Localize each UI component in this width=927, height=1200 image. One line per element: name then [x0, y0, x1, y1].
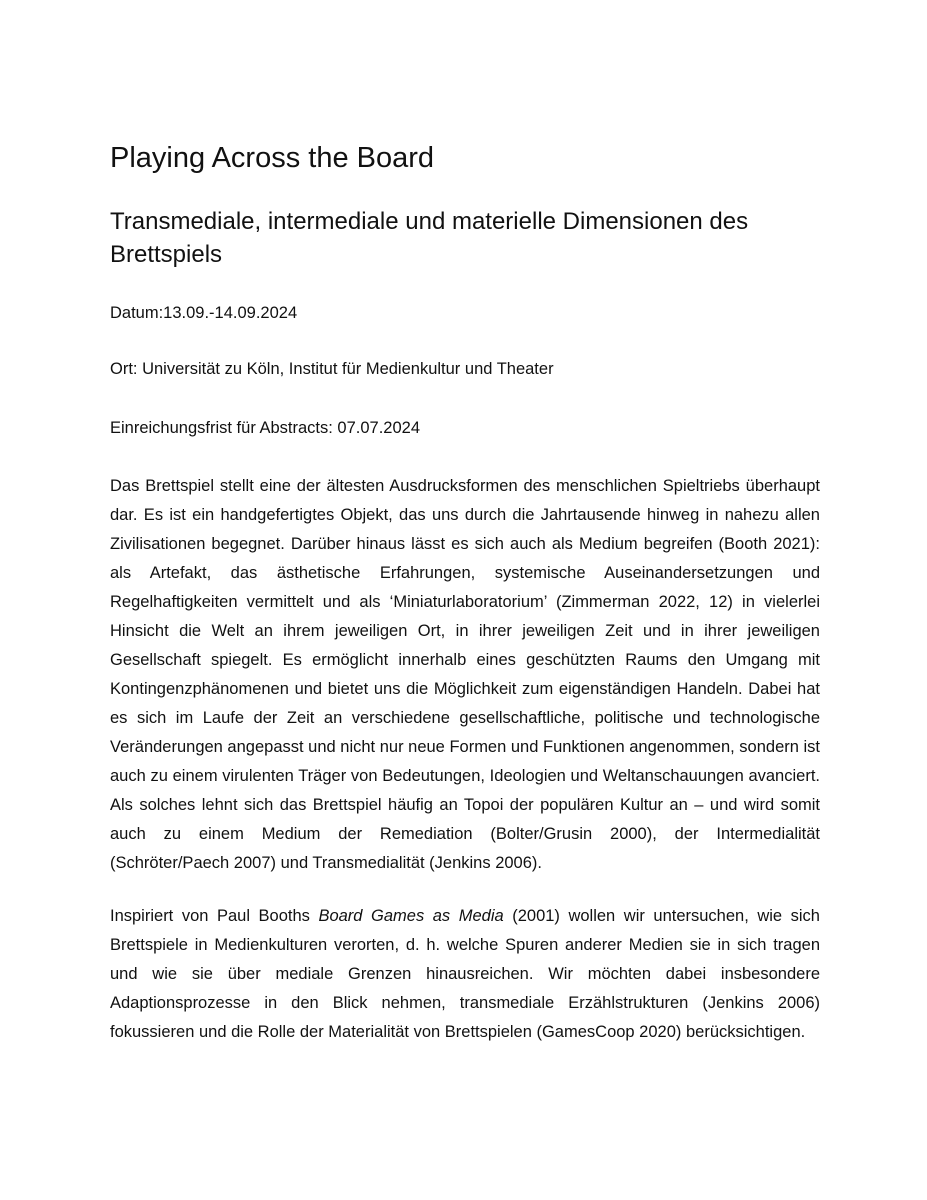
event-place: Ort: Universität zu Köln, Institut für Medienkultur und Theater	[110, 360, 554, 378]
abstract-deadline: Einreichungsfrist für Abstracts: 07.07.2024	[110, 419, 421, 437]
paragraph-2-rest: (2001) wollen wir untersuchen, wie sich Brettspiele in Medienkulturen verorten, d. h. welche Spuren anderer Medien sie in sich tragen und wie sie über mediale Grenzen hinausreichen. Wir möchten dabei insbesondere Adaptionsprozesse in den Blick nehmen, transmediale Erzählstrukturen (Jenkins 2006) fokussieren und die Rolle der Materialität von Brettspielen (GamesCoop 2020) berücksichtigen.	[110, 907, 820, 1041]
event-date: Datum:13.09.-14.09.2024	[110, 304, 298, 322]
paragraph-2-intro: Inspiriert von Paul Booths	[110, 907, 319, 925]
document-title: Playing Across the Board	[110, 142, 435, 174]
book-title: Board Games as Media	[318, 907, 504, 925]
body-paragraph-1: Das Brettspiel stellt eine der ältesten Ausdrucksformen des menschlichen Spieltriebs überhaupt dar. Es ist ein handgefertigtes Objekt, das uns durch die Jahrtausende hinweg in nahezu allen Zivilisationen begegnet. Darüber hinaus lässt es sich auch als Medium begreifen (Booth 2021): als Artefakt, das ästhetische Erfahrungen, systemische Auseinandersetzungen und Regelhaftigkeiten vermittelt und als ‘Miniaturlaboratorium’ (Zimmerman 2022, 12) in vielerlei Hinsicht die Welt an ihrem jeweiligen Ort, in ihrer jeweiligen Zeit und in ihrer jeweiligen Gesellschaft spiegelt. Es ermöglicht innerhalb eines geschützten Raums den Umgang mit Kontingenzphänomenen und bietet uns die Möglichkeit zum eigenständigen Handeln. Dabei hat es sich im Laufe der Zeit an verschiedene gesellschaftliche, politische und technologische Veränderungen angepasst und nicht nur neue Formen und Funktionen angenommen, sondern ist auch zu einem virulenten Träger von Bedeutungen, Ideologien und Weltanschauungen avanciert. Als solches lehnt sich das Brettspiel häufig an Topoi der populären Kultur an – und wird somit auch zu einem Medium der Remediation (Bolter/Grusin 2000), der Intermedialität (Schröter/Paech 2007) und Transmedialität (Jenkins 2006).	[110, 477, 820, 872]
body-paragraph-2	[110, 902, 820, 1047]
document-subtitle: Transmediale, intermediale und materielle Dimensionen des Brettspiels	[110, 208, 749, 268]
